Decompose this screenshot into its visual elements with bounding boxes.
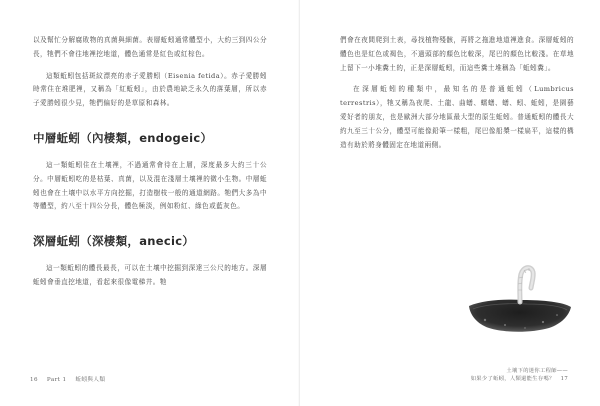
paragraph: 在深層蚯蚓的種類中，最知名的是普通蚯蚓（Lumbricus terrestris），牠又稱為夜爬、土龍、曲蟮、蠕蟮、蟮、蚓、蚯蚓，是園藝愛好者的朋友，也是歐洲大部分地區最大型的原生蚯蚓。普通蚯蚓的體長大約九至三十公分，體型可能像鉛筆一樣粗，尾巴像船槳一樣扁平，這樣的構造有助於將身體固定在地道兩側。 [340, 85, 574, 149]
right-page [300, 0, 600, 406]
left-text-column [33, 34, 267, 298]
right-running-head [471, 367, 568, 383]
paragraph: 這一類蚯蚓住在土壤裡，不過通常會待在上層，深度最多大約三十公分。中層蚯蚓吃的是枯葉、真菌，以及混在淺層土壤裡的微小生物。中層蚯蚓也會在土壤中以水平方向挖掘，打造樹枝一般的通道網路。牠們大多為中等體型，約八至十四公分長，體色極淡，例如粉紅、綠色或藍灰色。 [33, 160, 267, 211]
section-heading: 中層蚯蚓（內棲類，endogeic） [33, 130, 213, 145]
paragraph: 這一類蚯蚓的體長最長，可以在土壤中挖掘到深達三公尺的地方。深層蚯蚓會垂直挖地道，看起來很像電梯井。牠 [33, 264, 267, 286]
section-heading: 深層蚯蚓（深棲類，anecic） [33, 234, 195, 249]
paragraph: 們會在夜間爬到土表，尋找植物殘骸，再將之拖進地道裡進食。深層蚯蚓的體色也是紅色或褐色，不過頭部的顏色比較深，尾巴的顏色比較淺。在草地上留下一小堆糞土的，正是深層蚯蚓，而這些糞土堆稱為「蚯蚓糞」。 [340, 36, 574, 72]
running-head-line: 如果少了蚯蚓，人類還能生存嗎？ [470, 376, 555, 382]
earthworm-illustration [465, 262, 575, 337]
page-number: 16 [30, 377, 38, 383]
right-text-column [340, 34, 574, 160]
part-label: Part 1 [46, 377, 67, 383]
page-number: 17 [560, 376, 568, 382]
running-head-line: 土壤下的迷你工程師—— [506, 368, 568, 374]
part-title: 蚯蚓與人類 [75, 377, 106, 383]
left-folio [30, 375, 114, 383]
paragraph: 這類蚯蚓包括斑紋漂亮的赤子愛勝蚓（Eisenia fetida）。赤子愛勝蚓時常住在堆肥裡，又稱為「紅蚯蚓」，由於農地缺乏永久的落葉層，所以赤子愛勝蚓很少見，牠們偏好的是草原和森林。 [33, 71, 267, 108]
paragraph: 以及幫忙分解腐敗物的真菌與細菌。表層蚯蚓通常體型小，大約三到四公分長，牠們不會往地裡挖地道，體色通常是紅色或紅棕色。 [33, 36, 267, 58]
